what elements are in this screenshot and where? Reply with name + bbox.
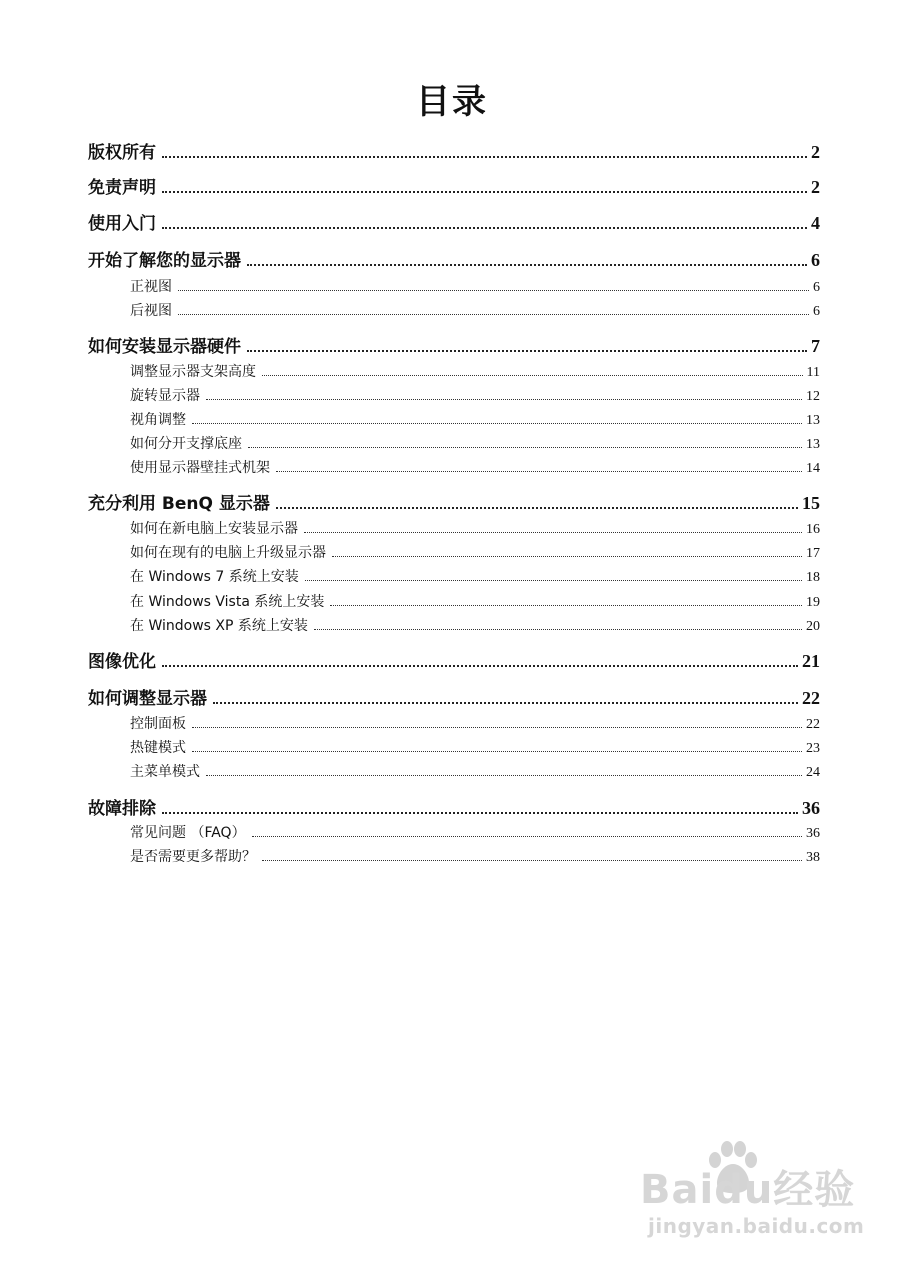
toc-entry-label: 故障排除 bbox=[88, 799, 156, 819]
toc-entry-label: 视角调整 bbox=[130, 412, 186, 428]
dot-leader bbox=[247, 264, 807, 266]
toc-entry-label: 如何分开支撑底座 bbox=[130, 436, 242, 452]
toc-page-number: 17 bbox=[806, 546, 820, 561]
toc-entry-hardware-setup[interactable] bbox=[88, 332, 820, 356]
watermark-logo: Baidu经验 bbox=[640, 1167, 856, 1213]
toc-entry-adjust-monitor[interactable] bbox=[88, 684, 820, 708]
toc-entry-label: 如何在新电脑上安装显示器 bbox=[130, 521, 298, 537]
table-of-contents bbox=[88, 0, 820, 1280]
dot-leader bbox=[332, 556, 802, 557]
dot-leader bbox=[262, 375, 803, 376]
dot-leader bbox=[213, 702, 798, 704]
toc-page-number: 2 bbox=[811, 177, 820, 197]
toc-entry-label: 充分利用 BenQ 显示器 bbox=[88, 494, 270, 514]
toc-entry-label: 开始了解您的显示器 bbox=[88, 251, 241, 271]
page-title: 目录 bbox=[416, 82, 488, 122]
toc-page-number: 22 bbox=[806, 717, 820, 732]
dot-leader bbox=[314, 629, 802, 630]
toc-entry-install-new-pc[interactable] bbox=[130, 518, 820, 538]
toc-entry-label: 旋转显示器 bbox=[130, 388, 200, 404]
toc-page-number: 15 bbox=[802, 493, 820, 513]
toc-entry-windows-xp[interactable] bbox=[130, 615, 820, 635]
toc-entry-main-menu-mode[interactable] bbox=[130, 761, 820, 781]
toc-entry-troubleshooting[interactable] bbox=[88, 794, 820, 818]
toc-entry-getting-started[interactable] bbox=[88, 209, 820, 233]
toc-entry-label: 是否需要更多帮助？ bbox=[130, 849, 256, 865]
toc-entry-label: 调整显示器支架高度 bbox=[130, 364, 256, 380]
toc-entry-get-most-from-benq[interactable] bbox=[88, 489, 820, 513]
toc-entry-copyright[interactable] bbox=[88, 138, 820, 162]
toc-entry-label: 控制面板 bbox=[130, 716, 186, 732]
dot-leader bbox=[304, 532, 802, 533]
toc-entry-know-your-monitor[interactable] bbox=[88, 246, 820, 270]
toc-page-number: 13 bbox=[806, 437, 820, 452]
toc-entry-back-view[interactable] bbox=[130, 300, 820, 320]
dot-leader bbox=[178, 314, 809, 315]
toc-entry-wall-mount[interactable] bbox=[130, 457, 820, 477]
toc-entry-front-view[interactable] bbox=[130, 276, 820, 296]
dot-leader bbox=[276, 471, 802, 472]
toc-entry-more-help[interactable] bbox=[130, 846, 820, 866]
baidu-watermark bbox=[640, 1140, 870, 1250]
dot-leader bbox=[248, 447, 802, 448]
toc-entry-windows-7[interactable] bbox=[130, 566, 820, 586]
dot-leader bbox=[162, 812, 798, 814]
dot-leader bbox=[252, 836, 802, 837]
toc-entry-label: 后视图 bbox=[130, 303, 172, 319]
dot-leader bbox=[192, 423, 802, 424]
toc-entry-viewing-angle[interactable] bbox=[130, 409, 820, 429]
toc-entry-label: 图像优化 bbox=[88, 652, 156, 672]
toc-entry-rotate-monitor[interactable] bbox=[130, 385, 820, 405]
toc-entry-label: 如何在现有的电脑上升级显示器 bbox=[130, 545, 326, 561]
toc-page-number: 24 bbox=[806, 765, 820, 780]
toc-entry-label: 使用入门 bbox=[88, 214, 156, 234]
dot-leader bbox=[162, 156, 807, 158]
dot-leader bbox=[192, 751, 802, 752]
dot-leader bbox=[262, 860, 802, 861]
toc-page-number: 13 bbox=[806, 413, 820, 428]
dot-leader bbox=[305, 580, 802, 581]
dot-leader bbox=[162, 191, 807, 193]
toc-entry-label: 热键模式 bbox=[130, 740, 186, 756]
toc-page-number: 6 bbox=[813, 280, 820, 295]
toc-page-number: 21 bbox=[802, 651, 820, 671]
dot-leader bbox=[330, 605, 802, 606]
toc-page-number: 18 bbox=[806, 570, 820, 585]
dot-leader bbox=[206, 775, 802, 776]
toc-entry-faq[interactable] bbox=[130, 822, 820, 842]
toc-entry-label: 正视图 bbox=[130, 279, 172, 295]
toc-entry-detach-base[interactable] bbox=[130, 433, 820, 453]
toc-entry-label: 如何调整显示器 bbox=[88, 689, 207, 709]
toc-page-number: 36 bbox=[806, 826, 820, 841]
toc-entry-label: 如何安装显示器硬件 bbox=[88, 337, 241, 357]
dot-leader bbox=[178, 290, 809, 291]
watermark-url: jingyan.baidu.com bbox=[648, 1214, 865, 1238]
toc-entry-label: 版权所有 bbox=[88, 143, 156, 163]
toc-entry-hotkey-mode[interactable] bbox=[130, 737, 820, 757]
toc-entry-control-panel[interactable] bbox=[130, 713, 820, 733]
dot-leader bbox=[162, 227, 807, 229]
toc-entry-disclaimer[interactable] bbox=[88, 173, 820, 197]
toc-entry-stand-height[interactable] bbox=[130, 361, 820, 381]
toc-entry-label: 主菜单模式 bbox=[130, 764, 200, 780]
toc-page-number: 22 bbox=[802, 688, 820, 708]
toc-entry-label: 在 Windows XP 系统上安装 bbox=[130, 618, 308, 634]
toc-entry-image-optimization[interactable] bbox=[88, 647, 820, 671]
dot-leader bbox=[192, 727, 802, 728]
toc-entry-label: 免责声明 bbox=[88, 178, 156, 198]
toc-page-number: 38 bbox=[806, 850, 820, 865]
toc-entry-label: 在 Windows 7 系统上安装 bbox=[130, 569, 299, 585]
dot-leader bbox=[276, 507, 798, 509]
toc-entry-label: 在 Windows Vista 系统上安装 bbox=[130, 594, 325, 610]
toc-entry-upgrade-existing-pc[interactable] bbox=[130, 542, 820, 562]
toc-page-number: 36 bbox=[802, 798, 820, 818]
toc-page-number: 2 bbox=[811, 142, 820, 162]
toc-page-number: 16 bbox=[806, 522, 820, 537]
toc-page-number: 12 bbox=[806, 389, 820, 404]
toc-page-number: 6 bbox=[813, 304, 820, 319]
toc-page-number: 11 bbox=[806, 365, 820, 380]
toc-entry-label: 使用显示器壁挂式机架 bbox=[130, 460, 270, 476]
toc-page-number: 7 bbox=[811, 336, 820, 356]
dot-leader bbox=[206, 399, 802, 400]
toc-entry-windows-vista[interactable] bbox=[130, 591, 820, 611]
toc-page-number: 14 bbox=[806, 461, 820, 476]
toc-page-number: 19 bbox=[806, 595, 820, 610]
toc-page-number: 6 bbox=[811, 250, 820, 270]
toc-entry-label: 常见问题 （FAQ） bbox=[130, 825, 246, 841]
dot-leader bbox=[162, 665, 798, 667]
toc-page-number: 23 bbox=[806, 741, 820, 756]
toc-page-number: 4 bbox=[811, 213, 820, 233]
toc-page-number: 20 bbox=[806, 619, 820, 634]
dot-leader bbox=[247, 350, 807, 352]
